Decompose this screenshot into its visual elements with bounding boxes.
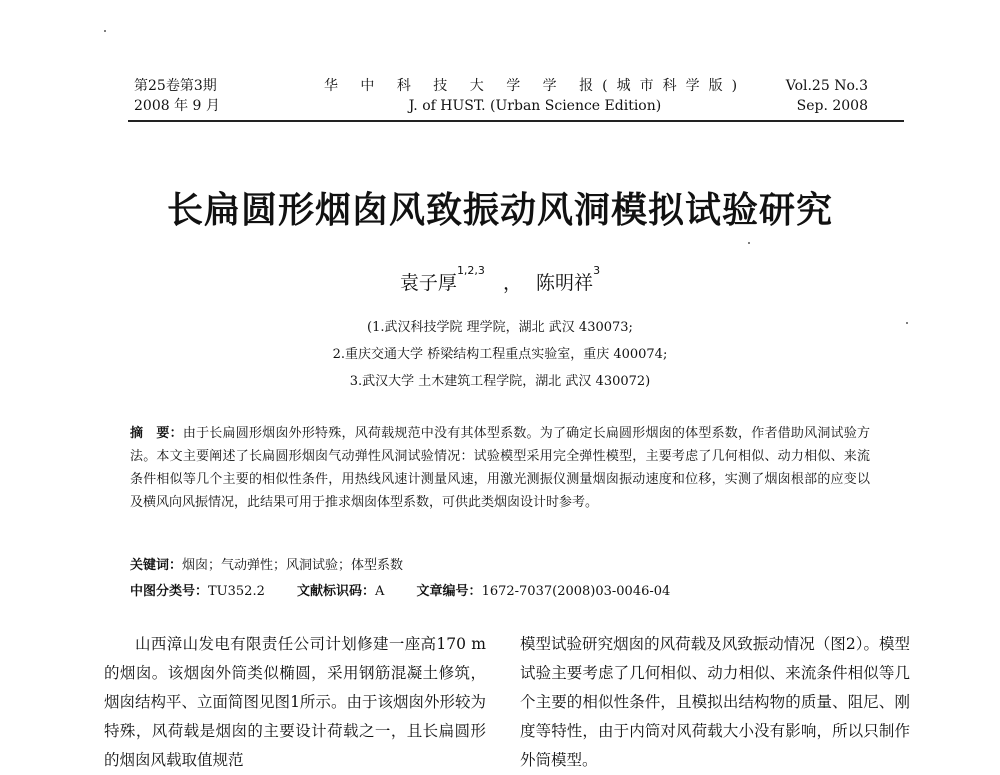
body-column-left: 山西漳山发电有限责任公司计划修建一座高170 m的烟囱。该烟囱外筒类似椭圆，采用钢筋混凝土修筑，烟囱结构平、立面简图见图1所示。由于该烟囱外形较为特殊，风荷载是烟囱的主要设计荷载之一，且长扁圆形的烟囱风载取值规范 [104,635,486,769]
article-number-value: 1672-7037(2008)03-0046-04 [481,584,671,599]
author-affiliation-mark: 3 [593,264,601,277]
author-separator: ， [502,272,522,294]
clc-label: 中图分类号： [130,584,209,599]
paper-title: 长扁圆形烟囱风致振动风洞模拟试验研究 [166,190,833,231]
date-cn: 2008 年 9 月 [134,98,220,114]
author-name: 袁子厚 [399,272,457,294]
affiliation-line: 3.武汉大学 土木建筑工程学院，湖北 武汉 430072) [349,374,651,389]
volume-issue-cn: 第25卷第3期 [134,78,217,94]
journal-name-cn: 华 中 科 技 大 学 学 报(城市科学版) [323,78,747,94]
keywords [130,556,409,576]
author-affiliation-mark: 1,2,3 [456,264,485,277]
classification-line [130,582,676,602]
affiliation-line: 2.重庆交通大学 桥梁结构工程重点实验室，重庆 400074; [332,347,668,362]
abstract [130,422,870,514]
doc-code-label: 文献标识码： [297,584,376,599]
abstract-label: 摘 要： [130,426,183,441]
author-line [0,264,1000,295]
keywords-label: 关键词： [130,558,183,573]
abstract-text: 由于长扁圆形烟囱外形特殊，风荷载规范中没有其体型系数。为了确定长扁圆形烟囱的体型系数，作者借助风洞试验方法。本文主要阐述了长扁圆形烟囱气动弹性风洞试验情况：试验模型采用完全弹性模型，主要考虑了几何相似、动力相似、来流条件相似等几个主要的相似性条件，用热线风速计测量风速，用激光测振仪测量烟囱振动速度和位移，实测了烟囱根部的应变以及横风向风振情况，此结果可用于推求烟囱体型系数，可供此类烟囱设计时参考。 [130,426,870,510]
header-rule [128,120,904,122]
journal-name-en: J. of HUST. (Urban Science Edition) [408,98,662,114]
article-number-label: 文章编号： [416,584,482,599]
keywords-text: 烟囱；气动弹性；风洞试验；体型系数 [182,558,404,573]
affiliation-line: (1.武汉科技学院 理学院，湖北 武汉 430073; [367,320,633,335]
date-en: Sep. 2008 [796,98,868,114]
doc-code-value: A [375,584,385,599]
header-center [300,76,770,116]
body-column-right: 模型试验研究烟囱的风荷载及风致振动情况（图2）。模型试验主要考虑了几何相似、动力相似、来流条件相似等几个主要的相似性条件，且模拟出结构物的质量、阻尼、刚度等特性，由于内筒对风荷载大小没有影响，所以只制作外筒模型。 [520,635,910,769]
header-right [786,76,868,116]
volume-issue-en: Vol.25 No.3 [785,78,868,94]
scan-speck [748,242,750,244]
author-name: 陈明祥 [536,272,594,294]
header-left [134,76,220,116]
clc-value: TU352.2 [208,584,265,599]
scan-speck [104,30,106,32]
